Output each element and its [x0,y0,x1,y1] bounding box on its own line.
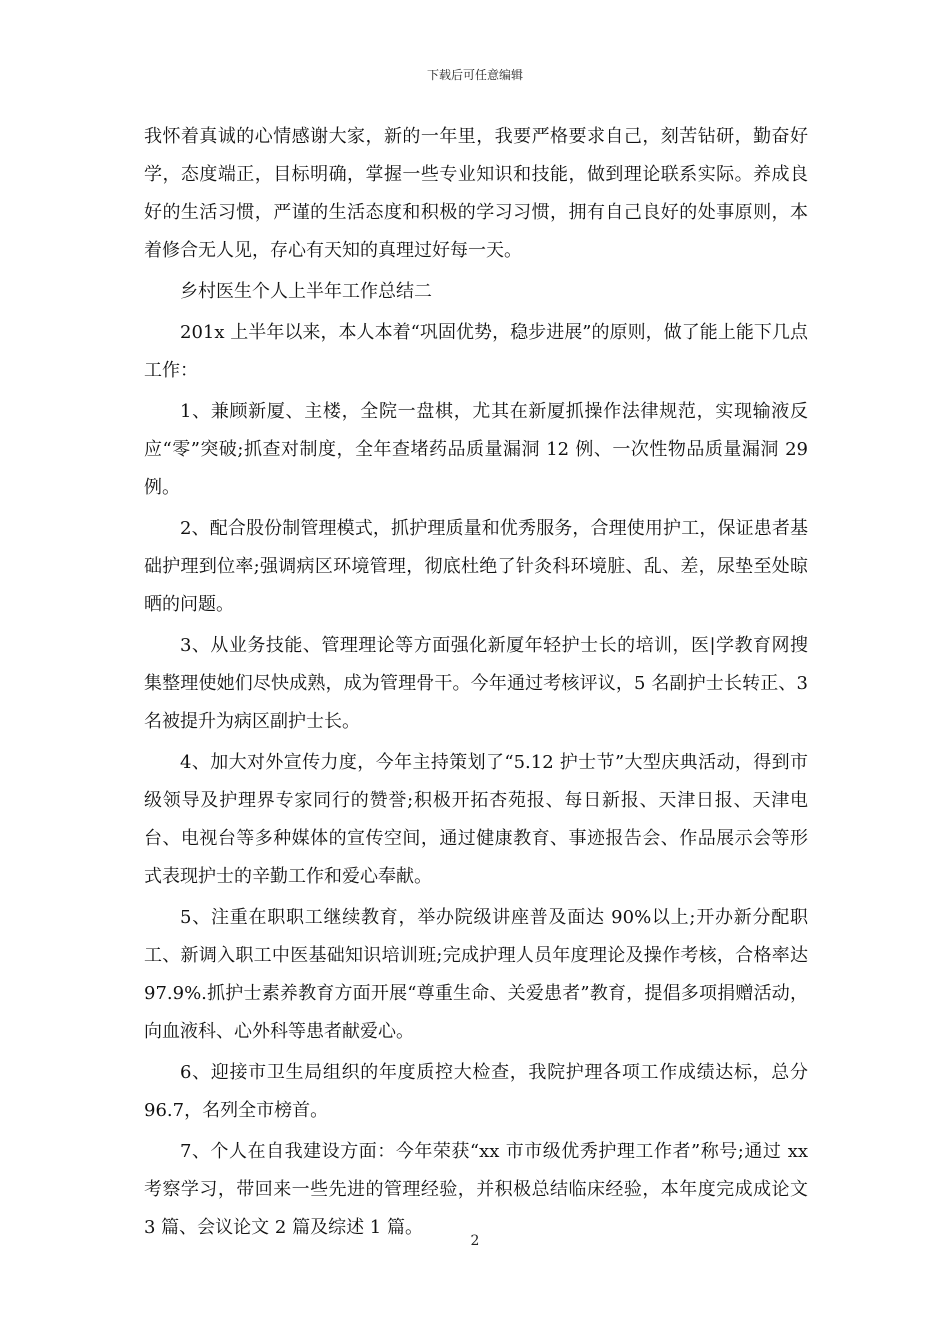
paragraph-item-4: 4、加大对外宣传力度，今年主持策划了“5.12 护士节”大型庆典活动，得到市级领导及护理界专家同行的赞誉;积极开拓杏苑报、每日新报、天津日报、天津电台、电视台等多种媒体的宣传空间，通过健康教育、事迹报告会、作品展示会等形式表现护士的辛勤工作和爱心奉献。 [144,752,808,887]
paragraph-item-5: 5、注重在职职工继续教育，举办院级讲座普及面达 90%以上;开办新分配职工、新调入职工中医基础知识培训班;完成护理人员年度理论及操作考核，合格率达 97.9%.抓护士素养教育方面开展“尊重生命、关爱患者”教育，提倡多项捐赠活动，向血液科、心外科等患者献爱心。 [144,907,808,1042]
paragraph-item-1: 1、兼顾新厦、主楼，全院一盘棋，尤其在新厦抓操作法律规范，实现输液反应“零”突破;抓查对制度，全年查堵药品质量漏洞 12 例、一次性物品质量漏洞 29 例。 [144,401,808,498]
document-body [144,118,808,1247]
paragraph-intro: 201x 上半年以来，本人本着“巩固优势，稳步进展”的原则，做了能上能下几点工作： [144,322,808,381]
paragraph-item-7: 7、个人在自我建设方面：今年荣获“xx 市市级优秀护理工作者”称号;通过 xx 考察学习，带回来一些先进的管理经验，并积极总结临床经验，本年度完成成论文 3 篇、会议论文 2 篇及综述 1 篇。 [144,1141,808,1238]
header-note: 下载后可任意编辑 [426,68,523,82]
paragraph-item-2: 2、配合股份制管理模式，抓护理质量和优秀服务，合理使用护工，保证患者基础护理到位率;强调病区环境管理，彻底杜绝了针灸科环境脏、乱、差，尿垫至处晾晒的问题。 [144,518,808,615]
section-title: 乡村医生个人上半年工作总结二 [180,281,432,302]
paragraph-closing: 我怀着真诚的心情感谢大家，新的一年里，我要严格要求自己，刻苦钻研，勤奋好学，态度端正，目标明确，掌握一些专业知识和技能，做到理论联系实际。养成良好的生活习惯，严谨的生活态度和积极的学习习惯，拥有自己良好的处事原则，本着修合无人见，存心有天知的真理过好每一天。 [144,126,808,261]
paragraph-item-6: 6、迎接市卫生局组织的年度质控大检查，我院护理各项工作成绩达标，总分 96.7，名列全市榜首。 [144,1062,808,1121]
paragraph-item-3: 3、从业务技能、管理理论等方面强化新厦年轻护士长的培训，医|学教育网搜集整理使她们尽快成熟，成为管理骨干。今年通过考核评议，5 名副护士长转正、3 名被提升为病区副护士长。 [144,635,808,732]
page-number: 2 [470,1233,480,1249]
